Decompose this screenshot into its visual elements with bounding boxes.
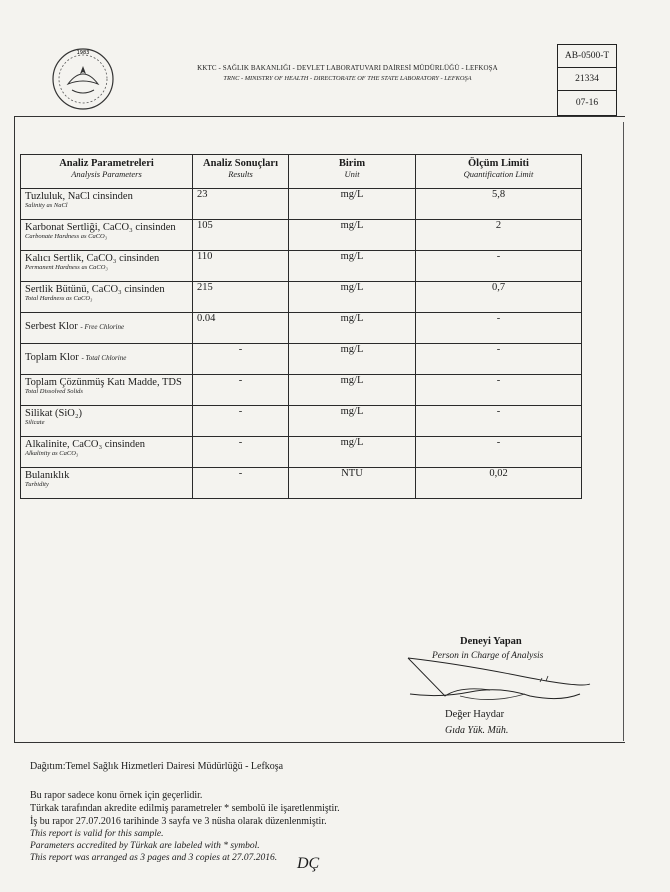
unit-cell: mg/L [289,251,416,282]
param-cell: Alkalinite, CaCO₃ cinsinden Alkalinity as CaCO₃ [21,437,193,468]
limit-cell: 0,7 [416,282,582,313]
signer-name: Değer Haydar [445,709,505,720]
unit-cell: mg/L [289,344,416,375]
signer-title: Gıda Yük. Müh. [445,725,509,736]
result-cell: - [193,468,289,499]
note-line: Türkak tarafından akredite edilmiş parametreler * sembolü ile işaretlenmiştir. [30,803,340,814]
col-header-limit: Ölçüm Limiti Quantification Limit [416,155,582,189]
param-cell: Tuzluluk, NaCl cinsinden Salinity as NaCl [21,189,193,220]
table-row [21,375,582,406]
table-row [21,189,582,220]
table-row [21,437,582,468]
unit-cell: mg/L [289,220,416,251]
result-cell: 0.04 [193,313,289,344]
result-cell: 110 [193,251,289,282]
limit-cell: - [416,375,582,406]
state-seal-icon [48,44,118,114]
table-row [21,468,582,499]
unit-cell: mg/L [289,437,416,468]
limit-cell: 0,02 [416,468,582,499]
unit-cell: NTU [289,468,416,499]
result-cell: 23 [193,189,289,220]
param-cell: Kalıcı Sertlik, CaCO₃ cinsinden Permanent Hardness as CaCO₃ [21,251,193,282]
distribution-line: Dağıtım:Temel Sağlık Hizmetleri Dairesi Müdürlüğü - Lefkoşa [30,761,284,772]
ministry-heading-en: TRNC - MINISTRY OF HEALTH - DIRECTORATE OF THE STATE LABORATORY - LEFKOŞA [223,75,472,82]
result-cell: - [193,406,289,437]
table-row [21,344,582,375]
param-cell: Serbest Klor - Free Chlorine [21,313,193,344]
revision-code: 07-16 [575,98,599,108]
report-number: 21334 [558,68,616,91]
param-cell: Karbonat Sertliği, CaCO₃ cinsinden Carbonate Hardness as CaCO₃ [21,220,193,251]
result-cell: 215 [193,282,289,313]
svg-text:1983: 1983 [76,50,90,56]
unit-cell: mg/L [289,189,416,220]
param-cell: Bulanıklık Turbidity [21,468,193,499]
note-line: Parameters accredited by Türkak are labeled with * symbol. [30,841,260,851]
form-code: AB-0500-T [558,45,616,68]
result-cell: - [193,437,289,468]
col-header-parameter: Analiz Parametreleri Analysis Parameters [21,155,193,189]
unit-cell: mg/L [289,375,416,406]
unit-cell: mg/L [289,313,416,344]
param-cell: Silikat (SiO₂) Silicate [21,406,193,437]
col-header-unit: Birim Unit [289,155,416,189]
col-header-result: Analiz Sonuçları Results [193,155,289,189]
handwritten-initials: DÇ [297,855,320,872]
limit-cell: 2 [416,220,582,251]
handwritten-signature-icon [400,646,610,710]
table-row [21,220,582,251]
limit-cell: - [416,313,582,344]
table-row [21,313,582,344]
limit-cell: 5,8 [416,189,582,220]
analysis-results-table [20,154,582,499]
limit-cell: - [416,406,582,437]
table-row [21,282,582,313]
limit-cell: - [416,251,582,282]
table-header-row [21,155,582,189]
limit-cell: - [416,344,582,375]
note-line: İş bu rapor 27.07.2016 tarihinde 3 sayfa ve 3 nüsha olarak düzenlenmiştir. [30,816,327,827]
table-row [21,406,582,437]
unit-cell: mg/L [289,406,416,437]
document-code-box [557,44,617,116]
note-line: This report was arranged as 3 pages and 3 copies at 27.07.2016. [30,853,278,863]
result-cell: 105 [193,220,289,251]
result-cell: - [193,375,289,406]
param-cell: Toplam Klor - Total Chlorine [21,344,193,375]
note-line: Bu rapor sadece konu örnek için geçerlidir. [30,790,203,801]
table-row [21,251,582,282]
signer-role-en: Person in Charge of Analysis [432,651,544,661]
result-cell: - [193,344,289,375]
note-line: This report is valid for this sample. [30,829,164,839]
ministry-heading-tr: KKTC - SAĞLIK BAKANLIĞI - DEVLET LABORATUVARI DAİRESİ MÜDÜRLÜĞÜ - LEFKOŞA [197,64,498,72]
param-cell: Toplam Çözünmüş Katı Madde, TDS Total Dissolved Solids [21,375,193,406]
limit-cell: - [416,437,582,468]
param-cell: Sertlik Bütünü, CaCO₃ cinsinden Total Hardness as CaCO₃ [21,282,193,313]
frame-right-rule [623,122,624,741]
report-notes [30,789,340,864]
signer-role-tr: Deneyi Yapan [460,636,522,647]
unit-cell: mg/L [289,282,416,313]
ministry-heading [150,64,545,82]
